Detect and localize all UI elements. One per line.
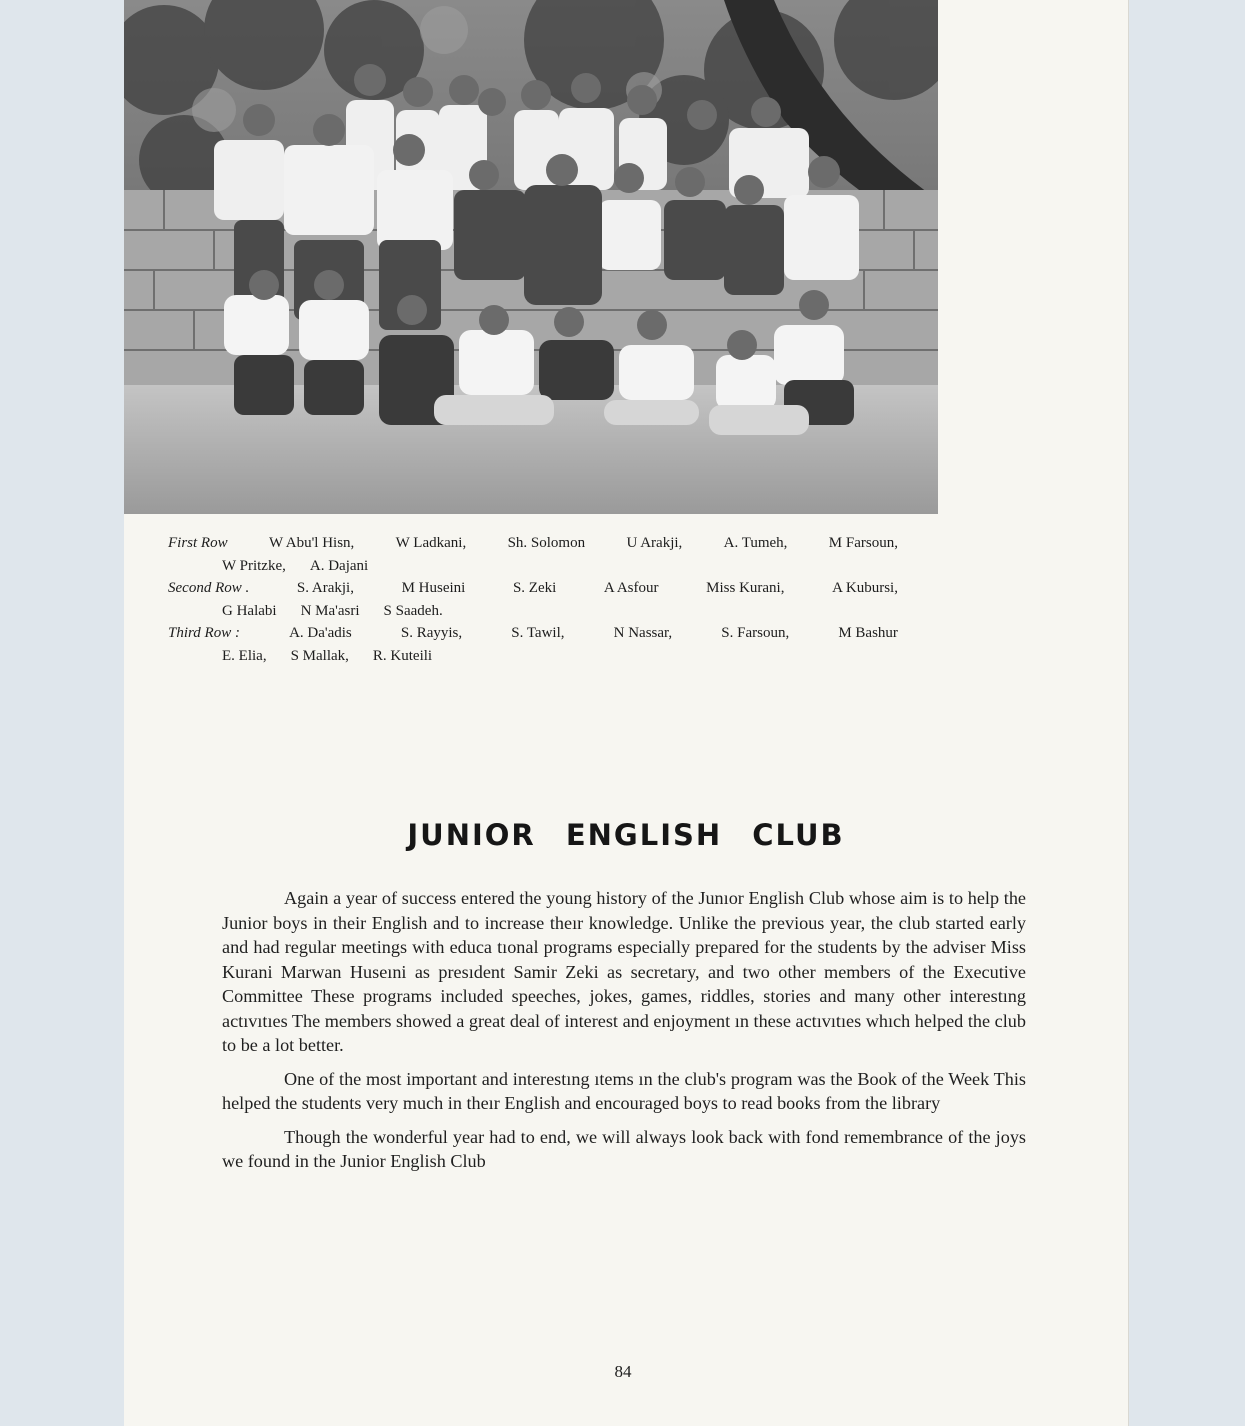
name: M Bashur <box>838 625 898 641</box>
caption-second-row <box>168 577 898 600</box>
name: S Mallak, <box>290 647 349 664</box>
name: U Arakji, <box>626 535 683 551</box>
name: A. Tumeh, <box>723 535 788 551</box>
row-label: Second Row . <box>168 580 250 596</box>
paragraph: Again a year of success entered the young history of the Junıor English Club whose aim is to help the Junior boys in their English and to increase theır knowledge. Unlike the previous year, the club started early and had regular meetings with educa tıonal programs especially prepared for the students by the adviser Miss Kurani Marwan Huseıni as presıdent Samir Zeki as secretary, and two other members of the Executive Committee These programs included speeches, jokes, games, riddles, stories and many other interestıng actıvıtıes The members showed a great deal of interest and enjoyment ın these actıvıtıes whıch helped the club to be a lot better. <box>222 888 1026 1055</box>
name: A. Da'adis <box>289 625 352 641</box>
club-group-photo <box>124 0 938 514</box>
name: M Farsoun, <box>828 535 898 551</box>
name: N Ma'asri <box>300 602 360 619</box>
name: A Kubursi, <box>832 580 898 596</box>
photo-caption <box>168 532 898 667</box>
caption-first-row-continued <box>168 555 898 578</box>
name: A. Dajani <box>309 557 369 574</box>
name: S. Tawil, <box>511 625 565 641</box>
name: N Nassar, <box>613 625 673 641</box>
name: A Asfour <box>603 580 659 596</box>
name: Sh. Solomon <box>507 535 586 551</box>
name: S. Zeki <box>512 580 557 596</box>
name: E. Elia, <box>222 647 267 664</box>
name: R. Kuteili <box>372 647 433 664</box>
article-title: JUNIOR ENGLISH CLUB <box>407 818 845 852</box>
row-label: Third Row : <box>168 625 240 641</box>
name: S. Farsoun, <box>721 625 790 641</box>
name: W Pritzke, <box>222 557 286 574</box>
page-number: 84 <box>614 1362 632 1381</box>
caption-third-row-continued <box>168 645 898 668</box>
name: M Huseini <box>401 580 466 596</box>
caption-third-row <box>168 622 898 645</box>
caption-second-row-continued <box>168 600 898 623</box>
name: G Halabi <box>222 602 277 619</box>
name: Miss Kurani, <box>706 580 785 596</box>
yearbook-page <box>124 0 1128 1426</box>
paragraph: One of the most important and interestıng ıtems ın the club's program was the Book of the Week This helped the students very much in theır English and encouraged boys to read books from the library <box>222 1068 1026 1113</box>
name: S. Rayyis, <box>400 625 463 641</box>
caption-first-row <box>168 532 898 555</box>
name: S Saadeh. <box>383 602 443 619</box>
name: W Ladkani, <box>395 535 467 551</box>
paragraph: Though the wonderful year had to end, we will always look back with fond remembrance of the joys we found in the Junior English Club <box>222 1126 1026 1171</box>
row-label: First Row <box>168 535 228 551</box>
article-body <box>222 886 1026 1183</box>
name: S. Arakji, <box>296 580 354 596</box>
name: W Abu'l Hisn, <box>268 535 355 551</box>
